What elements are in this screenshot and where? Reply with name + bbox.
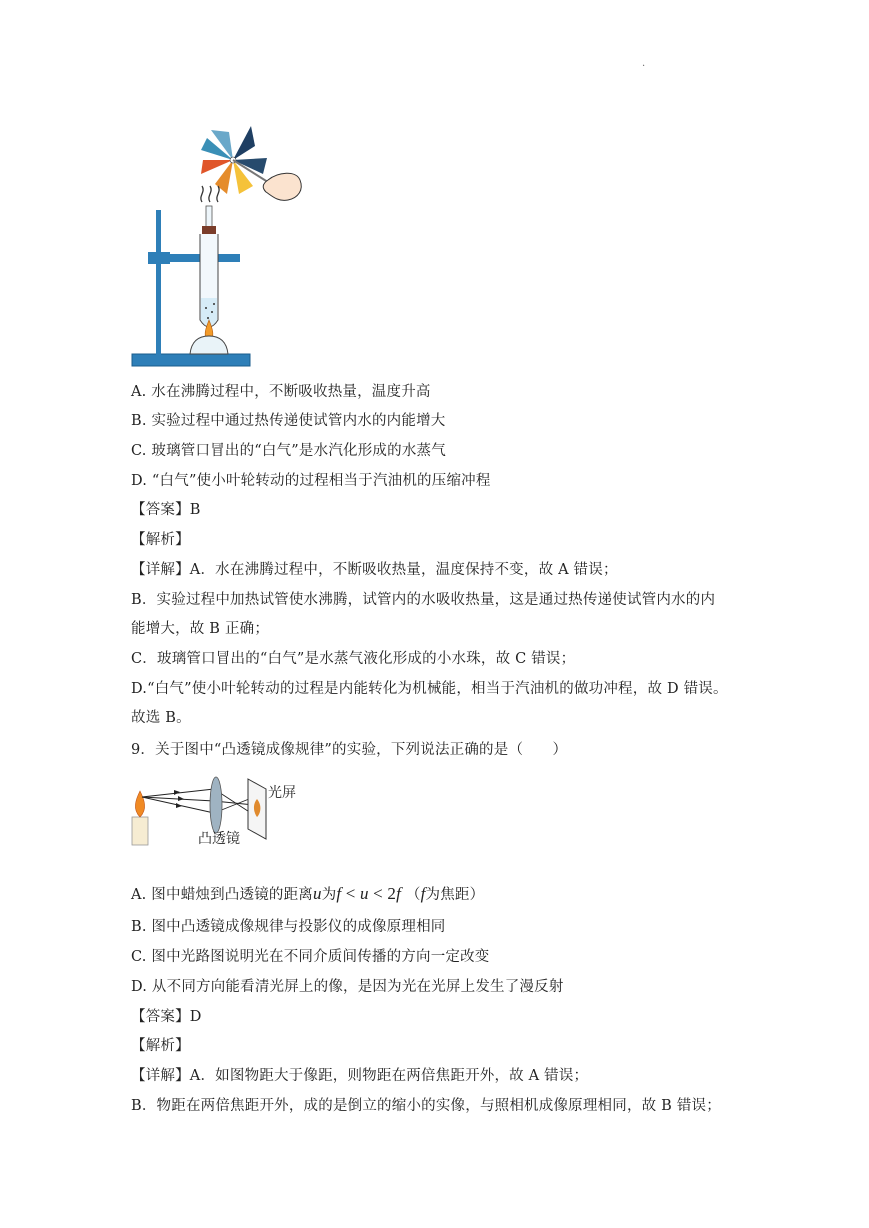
- screen-label: 光屏: [268, 785, 296, 801]
- var-u-2: u: [360, 884, 369, 903]
- header-mark: .: [642, 58, 646, 69]
- q8-detail-5: D.“白气”使小叶轮转动的过程是内能转化为机械能，相当于汽油机的做功冲程，故 D 错误。: [131, 681, 728, 697]
- q9-option-b: B. 图中凸透镜成像规律与投影仪的成像原理相同: [131, 919, 446, 935]
- q9-option-a: [131, 884, 484, 905]
- pinwheel-icon: [201, 126, 271, 194]
- q8-option-c: C. 玻璃管口冒出的“白气”是水汽化形成的水蒸气: [131, 443, 446, 459]
- lens-icon: [210, 777, 222, 833]
- q9-option-a-mid: 为: [321, 887, 337, 903]
- q8-analysis: 【解析】: [131, 532, 190, 548]
- var-u: u: [313, 884, 322, 903]
- q9-question: 9．关于图中“凸透镜成像规律”的实验，下列说法正确的是（ ）: [131, 742, 568, 758]
- boiling-experiment-figure: [128, 122, 308, 372]
- q9-option-c: C. 图中光路图说明光在不同介质间传播的方向一定改变: [131, 949, 490, 965]
- q8-detail-4: C．玻璃管口冒出的“白气”是水蒸气液化形成的小水珠，故 C 错误；: [131, 651, 576, 667]
- paren-text: 为焦距）: [425, 887, 485, 903]
- lens-label: 凸透镜: [198, 831, 240, 847]
- q9-answer: 【答案】D: [131, 1009, 202, 1025]
- lt-sign: <: [341, 884, 361, 903]
- q8-option-a: A. 水在沸腾过程中，不断吸收热量，温度升高: [131, 384, 431, 400]
- q8-detail-1: 【详解】A．水在沸腾过程中，不断吸收热量，温度保持不变，故 A 错误；: [131, 562, 618, 578]
- q9-option-d: D. 从不同方向能看清光屏上的像，是因为光在光屏上发生了漫反射: [131, 979, 564, 995]
- q8-detail-3: 能增大，故 B 正确；: [131, 621, 270, 637]
- q8-answer: 【答案】B: [131, 502, 201, 518]
- q8-detail-2: B．实验过程中加热试管使水沸腾，试管内的水吸收热量，这是通过热传递使试管内水的内: [131, 592, 716, 608]
- q8-detail-6: 故选 B。: [131, 710, 191, 726]
- steam-icon: [201, 186, 219, 202]
- var-f-3: f: [420, 884, 426, 903]
- candle-flame-icon: [135, 791, 144, 817]
- var-f-2: f: [396, 884, 402, 903]
- q9-detail-1: 【详解】A．如图物距大于像距，则物距在两倍焦距开外，故 A 错误；: [131, 1068, 589, 1084]
- hand-icon: [263, 173, 301, 200]
- candle-icon: [132, 817, 148, 845]
- math-inequality: [336, 884, 401, 903]
- q8-option-b: B. 实验过程中通过热传递使试管内水的内能增大: [131, 413, 446, 429]
- q9-option-a-prefix: A. 图中蜡烛到凸透镜的距离: [131, 887, 313, 903]
- q8-option-d: D. “白气”使小叶轮转动的过程相当于汽油机的压缩冲程: [131, 473, 491, 489]
- q9-analysis: 【解析】: [131, 1038, 190, 1054]
- q9-detail-2: B．物距在两倍焦距开外，成的是倒立的缩小的实像，与照相机成像原理相同，故 B 错误；: [131, 1098, 721, 1114]
- paren-open: （: [405, 887, 421, 903]
- convex-lens-figure: [128, 775, 308, 850]
- var-f: f: [336, 884, 342, 903]
- lt-two: < 2: [368, 884, 397, 903]
- alcohol-lamp-icon: [190, 336, 228, 354]
